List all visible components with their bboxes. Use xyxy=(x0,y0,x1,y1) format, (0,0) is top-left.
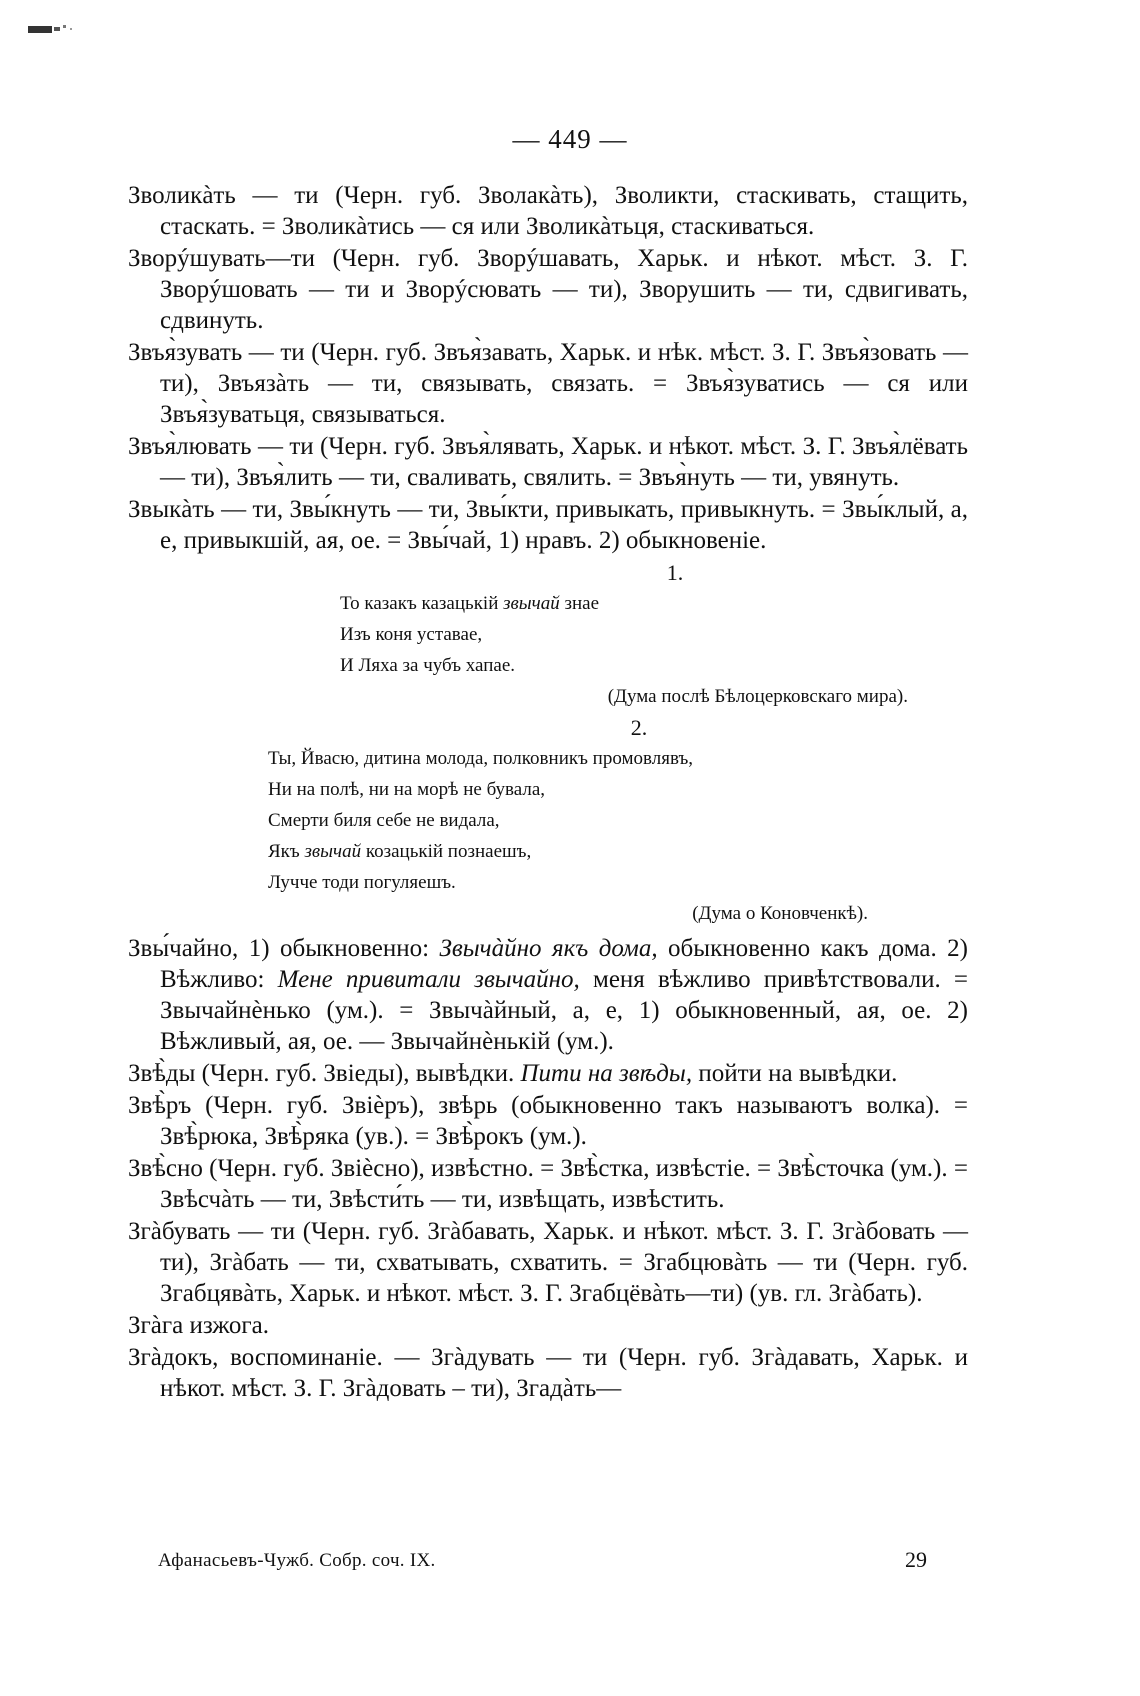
verse-line: Лучче тоди погуляешъ. xyxy=(268,872,456,893)
entry-zvykat: Звыкàть — ти, Звы́кнуть — ти, Звы́кти, привыкать, привыкнуть. = Звы́клый, а, е, привыкшій, ая, ое. = Звы́чай, 1) нравъ. 2) обыкновеніе. xyxy=(128,496,968,554)
entry-zver: Звѣ̀ръ (Черн. губ. Звіѐръ), звѣрь (обыкновенно такъ называютъ волка). = Звѣ̀рюка, Звѣ̀ряка (ув.). = Звѣ̀рокъ (ум.). xyxy=(128,1092,968,1150)
footer-sheet-number: 29 xyxy=(905,1547,927,1572)
verse-line: Ты, Йвасю, дитина молода, полковникъ промовлявъ, xyxy=(268,748,694,769)
entry-zvesno: Звѣ̀сно (Черн. губ. Звіѐсно), извѣстно. = Звѣ̀стка, извѣстіе. = Звѣ̀сточка (ум.). = Звѣсчàть — ти, Звѣсти́ть — ти, извѣщать, извѣстить. xyxy=(128,1155,968,1213)
verse-line: Ни на полѣ, ни на морѣ не бувала, xyxy=(268,779,546,800)
entry-zvorushuvat: Зворýшувать—ти (Черн. губ. Зворýшавать, Харьк. и нѣкот. мѣст. З. Г. Зворýшовать — ти и Зворýсювать — ти), Зворушить — ти, сдвигивать, сдвинуть. xyxy=(128,245,968,334)
page-number: — 449 — xyxy=(512,124,628,154)
verse-source: (Дума о Коновченкѣ). xyxy=(692,903,868,924)
entry-zgaga: Згàга изжога. xyxy=(128,1312,270,1339)
footer-signature: Афанасьевъ-Чужб. Собр. соч. IX. xyxy=(158,1550,436,1571)
verse-line: Изъ коня уставае, xyxy=(340,624,483,645)
verse-number: 2. xyxy=(630,715,648,740)
verse-line: Смерти биля себе не видала, xyxy=(268,810,500,831)
dictionary-text xyxy=(128,180,968,1405)
verse-line: То казакъ казацькій звычай знае xyxy=(340,593,600,614)
entry-zvyazuvat: Звъя̀зувать — ти (Черн. губ. Звъя̀завать, Харьк. и нѣк. мѣст. З. Г. Звъя̀зовать — ти), Звъязàть — ти, связывать, связать. = Звъя̀зуватись — ся или Звъя̀зуватьця, связываться. xyxy=(128,339,968,428)
verse-quote-2 xyxy=(128,712,968,929)
entry-zvyaliuvat: Звъя̀лювать — ти (Черн. губ. Звъя̀лявать, Харьк. и нѣкот. мѣст. З. Г. Звъя̀лёвать — ти), Звъя̀лить — ти, сваливать, свялить. = Звъя̀нуть — ти, увянуть. xyxy=(128,433,968,491)
ink-smudge-mark xyxy=(28,22,88,38)
entry-zgabuvat: Згàбувать — ти (Черн. губ. Згàбавать, Харьк. и нѣкот. мѣст. З. Г. Згàбовать — ти), Згàбать — ти, схватывать, схватить. = Згабцювàть — ти (Черн. губ. Згабцявàть, Харьк. и нѣкот. мѣст. З. Г. Згабцёвàть—ти) (ув. гл. Згàбать). xyxy=(128,1218,968,1307)
verse-line: Якъ звычай козацькій познаешъ, xyxy=(268,841,532,862)
verse-line: И Ляха за чубъ хапае. xyxy=(340,655,516,676)
verse-source: (Дума послѣ Бѣлоцерковскаго мира). xyxy=(607,686,908,707)
verse-quote-1 xyxy=(128,557,968,712)
entry-zgadok: Згàдокъ, воспоминаніе. — Згàдувать — ти (Черн. губ. Згàдавать, Харьк. и нѣкот. мѣст. З. Г. Згàдовать – ти), Згадàть— xyxy=(128,1344,968,1402)
verse-number: 1. xyxy=(666,560,684,585)
entry-zvedy: Звѣ̀ды (Черн. губ. Звіеды), вывѣдки. Пити на звѣды, пойти на вывѣдки. xyxy=(128,1060,898,1087)
entry-zvolikat: Зволикàть — ти (Черн. губ. Зволакàть), Зволикти, стаскивать, стащить, стаскать. = Зволикàтись — ся или Зволикàтьця, стаскиваться. xyxy=(128,182,968,240)
entry-zvychaino: Звы́чайно, 1) обыкновенно: Звычàйно якъ дома, обыкновенно какъ дома. 2) Вѣжливо: Мене привитали звычайно, меня вѣжливо привѣтствовали. = Звычайнѐнько (ум.). = Звычàйный, а, е, 1) обыкновенный, ая, ое. 2) Вѣжливый, ая, ое. — Звычайнѐнькій (ум.). xyxy=(128,935,968,1055)
